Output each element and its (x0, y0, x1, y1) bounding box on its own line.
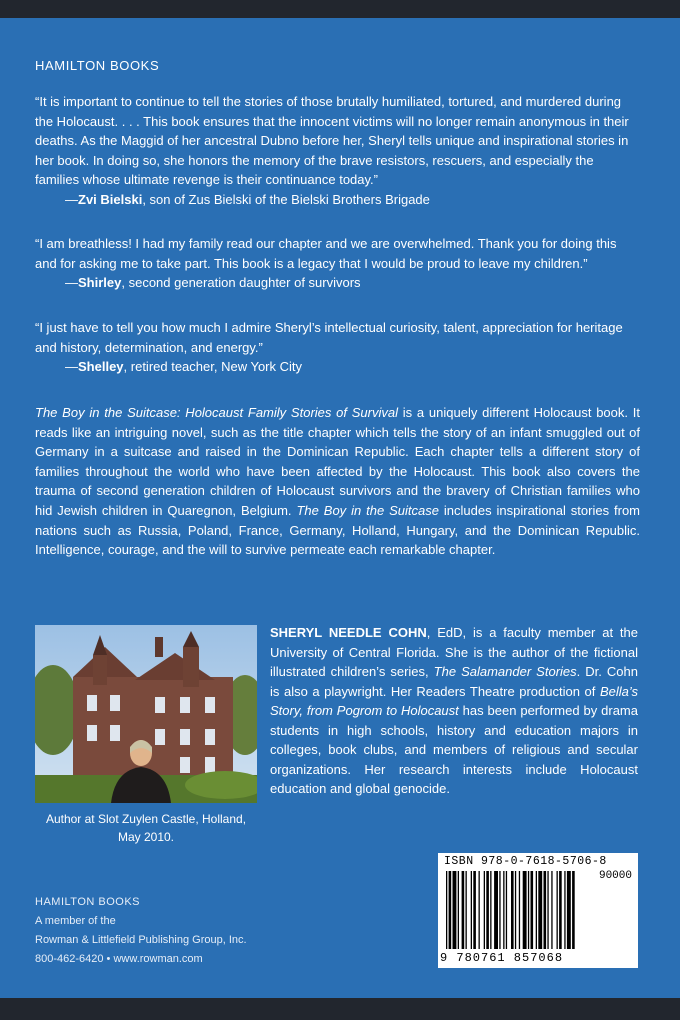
play-title: Bella’s Story, from Pogrom to Holocaust (270, 683, 638, 718)
barcode-bar (531, 871, 534, 949)
quote-author-name: Shirley (78, 275, 122, 291)
barcode-bars (444, 871, 632, 951)
barcode-bar (572, 871, 575, 949)
barcode-bar (453, 871, 457, 949)
barcode-bar (547, 871, 548, 949)
barcode-bar (544, 871, 547, 949)
quote-author-name: Zvi Bielski (78, 191, 143, 207)
footer-publisher: HAMILTON BOOKS (35, 896, 141, 908)
quote-attribution: —Shelley, retired teacher, New York City (65, 359, 303, 375)
barcode-bar (538, 871, 542, 949)
barcode-bar (528, 871, 529, 949)
photo-caption: Author at Slot Zuylen Castle, Holland, May 2010. (45, 812, 247, 844)
publisher-header: HAMILTON BOOKS (35, 58, 160, 73)
barcode-bar (462, 871, 465, 949)
quote-text: “I just have to tell you how much I admire Sheryl’s intellectual curiosity, talent, appreciation for heritage and history, determination, and energy.” (35, 320, 623, 355)
barcode-bar (494, 871, 498, 949)
barcode-bar (484, 871, 485, 949)
barcode-bar (551, 871, 552, 949)
bottom-border-bar (0, 998, 680, 1020)
barcode-bar (466, 871, 467, 949)
quote-text: “I am breathless! I had my family read our chapter and we are overwhelmed. Thank you for doing this and for asking me to take part. This book is a legacy that I would be proud to leave my children.” (35, 236, 617, 271)
barcode-bar (511, 871, 514, 949)
footer-contact: 800-462-6420 • www.rowman.com (35, 953, 203, 965)
top-border-bar (0, 0, 680, 18)
isbn-barcode (438, 853, 638, 968)
author-bio: SHERYL NEEDLE COHN, EdD, is a faculty member at the University of Central Florida. She is the author of the fictional illustrated children’s series, The Salamander Stories. Dr. Cohn is also a playwright. Her Readers Theatre production of Bella’s Story, from Pogrom to Holocaust has been performed by drama students in high schools, history and education majors in colleges, book clubs, and members of religious and secular organizations. Her research interests include Holocaust education and global genocide. (270, 625, 638, 796)
author-photo (35, 625, 257, 803)
quote-attribution: —Shirley, second generation daughter of survivors (65, 275, 361, 291)
barcode-bar (559, 871, 562, 949)
castle-photo-illustration (35, 625, 257, 803)
barcode-bar (567, 871, 571, 949)
book-description: The Boy in the Suitcase: Holocaust Family Stories of Survival is a uniquely different Holocaust book. It reads like an intriguing novel, such as the title chapter which tells the story of an infant smuggled out of Germany in a suitcase and raised in the Dominican Republic. Each chapter tells a different story of families throughout the world who have been affected by the Holocaust. This book also covers the trauma of second generation children of Holocaust survivors and the bravery of Christian families who hid Jewish children in Quaregnon, Belgium. The Boy in the Suitcase includes inspirational stories from nations such as Russia, Poland, France, Germany, Holland, Hungary, and the Dominican Republic. Intelligence, courage, and the will to survive permeate each remarkable chapter. (35, 405, 641, 558)
barcode-bar (523, 871, 527, 949)
barcode-bar (536, 871, 537, 949)
barcode-bar (449, 871, 452, 949)
price-code: 90000 (598, 870, 632, 882)
barcode-bar (499, 871, 500, 949)
book-title-short: The Boy in the Suitcase (296, 502, 439, 518)
barcode-bar (490, 871, 491, 949)
barcode-bar (503, 871, 504, 949)
barcode-bar (458, 871, 459, 949)
isbn-text: ISBN 978-0-7618-5706-8 (444, 855, 607, 868)
barcode-bar (479, 871, 480, 949)
barcode-bar (515, 871, 516, 949)
barcode-bar (564, 871, 565, 949)
series-title: The Salamander Stories (433, 664, 577, 679)
endorsement-quote (35, 318, 640, 377)
barcode-bar (506, 871, 507, 949)
barcode-bar (446, 871, 447, 949)
publisher-footer (35, 893, 247, 969)
author-name: SHERYL NEEDLE COHN (270, 625, 427, 640)
endorsement-quote (35, 234, 640, 293)
barcode-bar (557, 871, 558, 949)
footer-member-line: A member of the (35, 915, 116, 927)
barcode-bar (473, 871, 476, 949)
quote-text: “It is important to continue to tell the stories of those brutally humiliated, tortured, and murdered during the Holocaust. . . . This book ensures that the innocent victims will no longer remain anonymous in their deaths. As the Maggid of her ancestral Dubno before her, Sheryl tells unique and inspirational stories in her book. In doing so, she honors the memory of the brave resistors, rescuers, and especially the families whose ultimate revenge is their continuance today.” (35, 94, 629, 188)
barcode-bar (519, 871, 520, 949)
book-title: The Boy in the Suitcase: Holocaust Family Stories of Survival (35, 405, 398, 420)
footer-group: Rowman & Littlefield Publishing Group, Inc. (35, 934, 247, 946)
quote-author-name: Shelley (78, 359, 124, 375)
barcode-bar (486, 871, 489, 949)
ean-digits: 9 780761 857068 (440, 951, 564, 965)
endorsement-quote (35, 92, 640, 210)
barcode-bar (471, 871, 472, 949)
quote-attribution: —Zvi Bielski, son of Zus Bielski of the Bielski Brothers Brigade (65, 191, 430, 207)
